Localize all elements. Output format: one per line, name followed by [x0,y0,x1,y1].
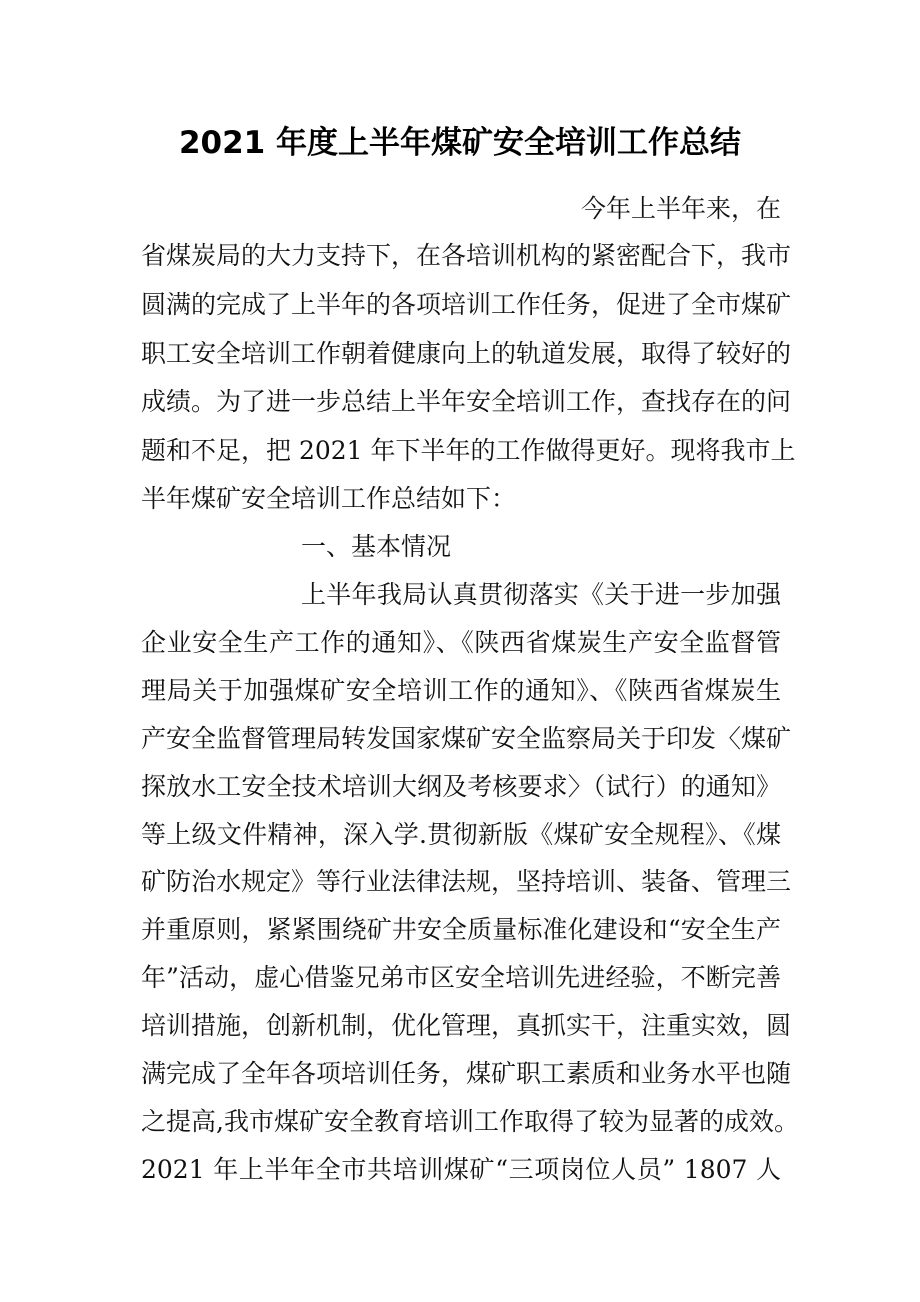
paragraph-line: 矿防治水规定》等行业法律法规，坚持培训、装备、管理三 [141,867,792,896]
paragraph-line: 2021 年上半年全市共培训煤矿“三项岗位人员” 1807 人 [141,1155,781,1184]
paragraph-line: 培训措施，创新机制，优化管理，真抓实干，注重实效，圆 [141,1011,792,1040]
paragraph-line: 之提高,我市煤矿安全教育培训工作取得了较为显著的成效。 [141,1107,799,1136]
paragraph-line: 等上级文件精神，深入学.贯彻新版《煤矿安全规程》、《煤 [141,820,781,849]
paragraph-line: 探放水工安全技术培训大纲及考核要求〉（试行）的通知》 [141,772,781,801]
paragraph-line: 企业安全生产工作的通知》、《陕西省煤炭生产安全监督管 [141,628,781,657]
paragraph-line: 职工安全培训工作朝着健康向上的轨道发展，取得了较好的 [141,339,792,368]
paragraph-line: 满完成了全年各项培训任务，煤矿职工素质和业务水平也随 [141,1059,792,1088]
paragraph-line: 年”活动，虚心借鉴兄弟市区安全培训先进经验，不断完善 [141,963,781,992]
paragraph-line: 半年煤矿安全培训工作总结如下： [141,484,517,513]
paragraph-line: 题和不足，把 2021 年下半年的工作做得更好。现将我市上 [141,436,796,465]
paragraph-line: 省煤炭局的大力支持下，在各培训机构的紧密配合下，我市 [141,241,792,270]
section-heading: 一、基本情况 [301,532,452,561]
paragraph-line: 产安全监督管理局转发国家煤矿安全监察局关于印发〈煤矿 [141,724,792,753]
paragraph-line: 圆满的完成了上半年的各项培训工作任务，促进了全市煤矿 [141,290,792,319]
paragraph-line: 并重原则，紧紧围绕矿井安全质量标准化建设和“安全生产 [141,915,781,944]
paragraph-line: 理局关于加强煤矿安全培训工作的通知》、《陕西省煤炭生 [141,676,781,705]
paragraph-line: 成绩。为了进一步总结上半年安全培训工作，查找存在的问 [141,387,792,416]
document-title: 2021 年度上半年煤矿安全培训工作总结 [178,125,742,161]
paragraph-line: 上半年我局认真贯彻落实《关于进一步加强 [301,580,781,609]
paragraph-line: 今年上半年来，在 [580,194,781,223]
